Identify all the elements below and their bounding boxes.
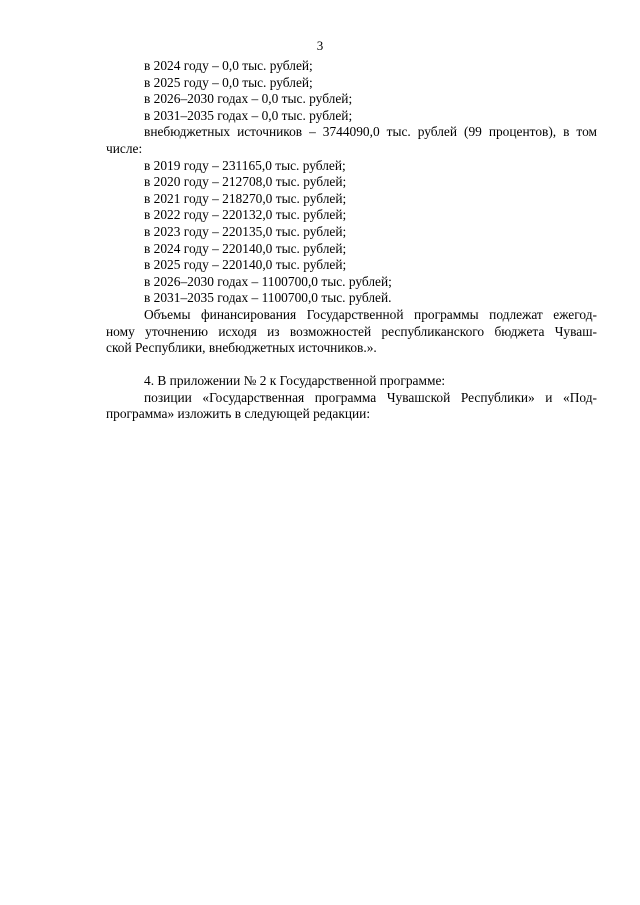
financing-year-line: в 2026–2030 годах – 0,0 тыс. рублей;	[144, 91, 353, 107]
extrabudget-year-line: в 2024 году – 220140,0 тыс. рублей;	[144, 240, 347, 256]
financing-year-line: в 2025 году – 0,0 тыс. рублей;	[144, 74, 313, 90]
volumes-paragraph-line: ному уточнению исходя из возможностей республиканского бюджета Чуваш-	[106, 323, 597, 339]
volumes-paragraph-line: ской Республики, внебюджетных источников.».	[106, 340, 377, 356]
extrabudget-year-line: в 2026–2030 годах – 1100700,0 тыс. рублей;	[144, 273, 392, 289]
financing-year-line: в 2024 году – 0,0 тыс. рублей;	[144, 58, 313, 73]
extrabudget-year-line: в 2020 году – 212708,0 тыс. рублей;	[144, 174, 347, 190]
volumes-paragraph-line: Объемы финансирования Государственной программы подлежат ежегод-	[144, 306, 597, 322]
extrabudget-year-line: в 2023 году – 220135,0 тыс. рублей;	[144, 223, 347, 239]
extrabudget-year-line: в 2031–2035 годах – 1100700,0 тыс. рублей.	[144, 290, 392, 306]
extrabudget-year-line: в 2021 году – 218270,0 тыс. рублей;	[144, 190, 347, 206]
financing-year-line: в 2031–2035 годах – 0,0 тыс. рублей;	[144, 107, 353, 123]
extrabudget-year-line: в 2022 году – 220132,0 тыс. рублей;	[144, 207, 347, 223]
section4-heading: 4. В приложении № 2 к Государственной программе:	[144, 373, 446, 389]
document-body	[106, 58, 597, 423]
page-number: 3	[316, 38, 324, 53]
section4-text-line: программа» изложить в следующей редакции:	[106, 406, 371, 422]
extrabudget-total-line: внебюджетных источников – 3744090,0 тыс. рублей (99 процентов), в том	[144, 124, 597, 140]
extrabudget-total-continuation: числе:	[106, 140, 143, 156]
extrabudget-year-line: в 2025 году – 220140,0 тыс. рублей;	[144, 257, 347, 273]
paragraph-gap	[106, 357, 597, 374]
extrabudget-year-line: в 2019 году – 231165,0 тыс. рублей;	[144, 157, 346, 173]
section4-text-line: позиции «Государственная программа Чувашской Республики» и «Под-	[144, 389, 597, 405]
